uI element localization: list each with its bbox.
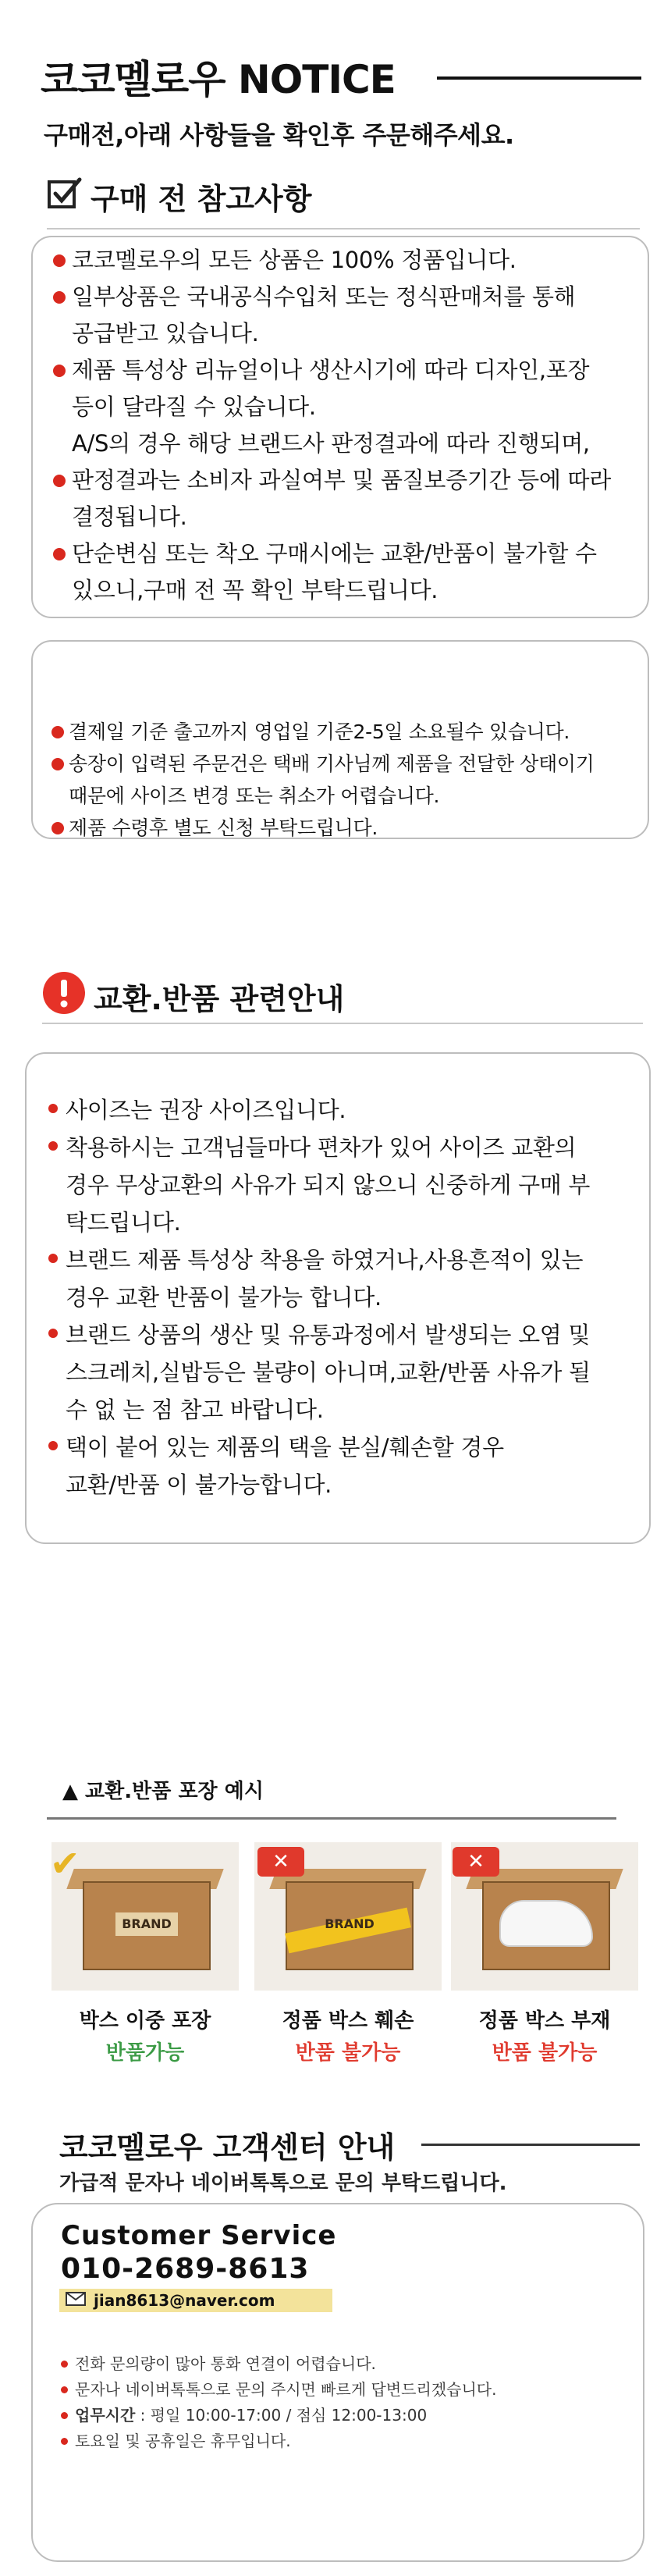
bullet-dot — [48, 1441, 58, 1450]
list-item-text: 업무시간 : 평일 10:00-17:00 / 점심 12:00-13:00 — [75, 2406, 428, 2425]
list-item-text: 경우 무상교환의 사유가 되지 않으니 신중하게 구매 부 — [66, 1172, 591, 1198]
packaging-caption: 정품 박스 훼손 — [282, 2009, 414, 2033]
envelope-icon — [66, 2292, 86, 2309]
bullet-dot — [53, 475, 66, 487]
list-item — [45, 1354, 591, 1391]
delivery-box — [31, 640, 649, 839]
list-item-text: 있으니,구매 전 꼭 확인 부탁드립니다. — [72, 577, 438, 603]
list-item-text: 탁드립니다. — [66, 1209, 181, 1236]
page-title: 코코멜로우 NOTICE — [41, 57, 396, 102]
list-item — [45, 1316, 591, 1354]
page-subtitle: 구매전,아래 사항들을 확인후 주문해주세요. — [44, 120, 514, 150]
exchange-title: 교환.반품 관련안내 — [94, 982, 345, 1016]
list-item-text: 전화 문의량이 많아 통화 연결이 어렵습니다. — [75, 2354, 376, 2373]
customer-service-title: Customer Service — [61, 2220, 337, 2251]
list-item — [51, 315, 611, 352]
bullet-dot — [53, 291, 66, 304]
list-item — [51, 812, 595, 844]
brand-label: BRAND — [115, 1912, 178, 1936]
delivery-list — [51, 716, 595, 844]
list-item — [45, 1091, 591, 1129]
list-item — [45, 1166, 591, 1204]
list-item-text: 브랜드 상품의 생산 및 유통과정에서 발생되는 오염 및 — [66, 1322, 591, 1348]
list-item — [45, 1279, 591, 1316]
list-item-text: 교환/반품 이 불가능합니다. — [66, 1471, 332, 1498]
section-divider — [47, 228, 640, 229]
list-item — [51, 780, 595, 812]
list-item — [61, 2351, 496, 2377]
list-item — [61, 2428, 496, 2454]
list-item — [51, 279, 611, 315]
packaging-divider — [47, 1817, 616, 1820]
list-item — [45, 1241, 591, 1279]
packaging-status: 반품 불가능 — [295, 2041, 401, 2065]
exchange-list — [45, 1091, 591, 1503]
bullet-dot — [53, 365, 66, 377]
packaging-caption: 정품 박스 부재 — [478, 2009, 611, 2033]
list-item-text: 때문에 사이즈 변경 또는 취소가 어렵습니다. — [69, 785, 440, 807]
bullet-dot — [51, 822, 64, 834]
purchase-notes-box — [31, 236, 649, 618]
list-item-text: 코코멜로우의 모든 상품은 100% 정품입니다. — [72, 247, 517, 273]
list-item — [51, 352, 611, 389]
list-item — [45, 1204, 591, 1241]
list-item-text: 결제일 기준 출고까지 영업일 기준2-5일 소요될수 있습니다. — [69, 720, 570, 743]
bullet-dot — [61, 2361, 68, 2368]
title-divider — [437, 76, 641, 80]
list-item — [51, 389, 611, 425]
list-item — [51, 535, 611, 572]
list-item — [45, 1129, 591, 1166]
exclamation-icon — [42, 971, 86, 1022]
packaging-caption: 박스 이중 포장 — [79, 2009, 211, 2033]
list-item-text: 스크레치,실밥등은 불량이 아니며,교환/반품 사유가 될 — [66, 1359, 591, 1386]
list-item — [51, 425, 611, 462]
customer-service-email-row — [59, 2289, 332, 2312]
check-icon: ✔ — [50, 1842, 80, 1884]
list-item-text: 착용하시는 고객님들마다 편차가 있어 사이즈 교환의 — [66, 1134, 577, 1161]
list-item-text: 토요일 및 공휴일은 휴무입니다. — [75, 2432, 291, 2450]
list-item-text: 공급받고 있습니다. — [72, 320, 259, 347]
exchange-heading — [42, 971, 344, 1022]
list-item — [45, 1391, 591, 1429]
customer-service-notes — [61, 2351, 496, 2454]
exchange-box — [25, 1052, 651, 1544]
list-item — [51, 242, 611, 279]
list-item-text: 브랜드 제품 특성상 착용을 하였거나,사용흔적이 있는 — [66, 1247, 584, 1273]
bullet-dot — [61, 2386, 68, 2393]
list-item — [51, 499, 611, 535]
bullet-dot — [48, 1254, 58, 1263]
list-item-text: 제품 특성상 리뉴얼이나 생산시기에 따라 디자인,포장 — [72, 357, 590, 383]
list-item — [45, 1466, 591, 1503]
bullet-dot — [53, 548, 66, 560]
list-item-text: 사이즈는 권장 사이즈입니다. — [66, 1097, 346, 1123]
list-item — [45, 1429, 591, 1466]
bullet-dot — [48, 1329, 58, 1338]
customer-center-divider — [421, 2144, 640, 2146]
list-item — [51, 462, 611, 499]
list-item-text: 판정결과는 소비자 과실여부 및 품질보증기간 등에 따라 — [72, 467, 611, 493]
list-item-text: 문자나 네이버톡톡으로 문의 주시면 빠르게 답변드리겠습니다. — [75, 2380, 497, 2399]
purchase-notes-list — [51, 242, 611, 609]
bullet-dot — [48, 1141, 58, 1151]
cross-icon: ✕ — [257, 1847, 304, 1877]
list-item — [51, 716, 595, 748]
cross-icon: ✕ — [453, 1847, 499, 1877]
checkbox-icon — [47, 175, 83, 218]
list-item-text: 제품 수령후 별도 신청 부탁드립니다. — [69, 817, 378, 839]
customer-service-email[interactable]: jian8613@naver.com — [94, 2291, 275, 2310]
bullet-dot — [51, 726, 64, 738]
customer-service-phone[interactable]: 010-2689-8613 — [61, 2253, 310, 2285]
list-item — [61, 2403, 496, 2428]
list-item-text: 경우 교환 반품이 불가능 합니다. — [66, 1284, 382, 1311]
bullet-dot — [61, 2412, 68, 2419]
packaging-status: 반품가능 — [105, 2041, 185, 2065]
list-item — [61, 2377, 496, 2403]
packaging-status: 반품 불가능 — [492, 2041, 598, 2065]
packaging-heading: ▲ 교환.반품 포장 예시 — [62, 1780, 264, 1803]
section-divider — [42, 1023, 643, 1024]
list-item-text: 택이 붙어 있는 제품의 택을 분실/훼손할 경우 — [66, 1434, 504, 1461]
list-item-text: 일부상품은 국내공식수입처 또는 정식판매처를 통해 — [72, 283, 576, 310]
list-item-text: 단순변심 또는 착오 구매시에는 교환/반품이 불가할 수 — [72, 540, 597, 567]
customer-center-heading: 코코멜로우 고객센터 안내 — [59, 2130, 396, 2165]
customer-center-subtitle: 가급적 문자나 네이버톡톡으로 문의 부탁드립니다. — [59, 2172, 507, 2195]
list-item — [51, 572, 611, 609]
list-item — [51, 748, 595, 780]
list-item-text: 결정됩니다. — [72, 503, 187, 530]
list-item-text: A/S의 경우 해당 브랜드사 판정결과에 따라 진행되며, — [72, 430, 590, 457]
purchase-notes-title: 구매 전 참고사항 — [91, 182, 312, 216]
bullet-dot — [53, 254, 66, 267]
purchase-notes-heading — [47, 175, 311, 218]
bullet-dot — [61, 2438, 68, 2445]
bullet-dot — [51, 758, 64, 770]
list-item-text: 송장이 입력된 주문건은 택배 기사님께 제품을 전달한 상태이기 — [69, 753, 595, 775]
list-item-text: 등이 달라질 수 있습니다. — [72, 393, 316, 420]
brand-label: BRAND — [325, 1916, 375, 1931]
list-item-text: 수 없 는 점 참고 바랍니다. — [66, 1397, 324, 1423]
bullet-dot — [48, 1104, 58, 1113]
